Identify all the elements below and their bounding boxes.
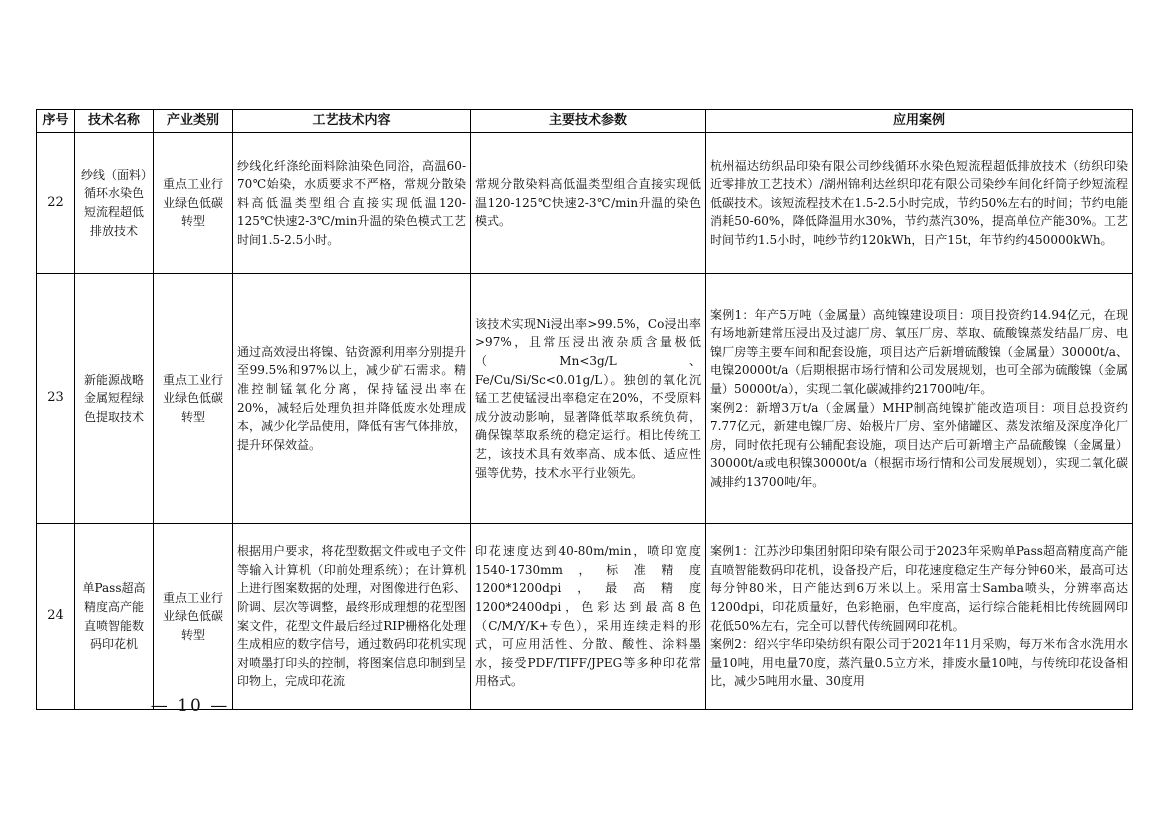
row-no: 24 [37,524,75,710]
row-cases [706,274,1133,524]
row-no: 23 [37,274,75,524]
row-params: 该技术实现Ni浸出率>99.5%，Co浸出率>97%，且常压浸出液杂质含量极低（Mn<3g/L、Fe/Cu/Si/Sc<0.01g/L）。独创的氧化沉锰工艺使锰浸出率稳定在20%，不受原料成分波动影响，显著降低萃取系统负荷，确保镍萃取系统的稳定运行。相比传统工艺，该技术具有效率高、成本低、适应性强等优势，技术水平行业领先。 [471,274,706,524]
row-process: 通过高效浸出将镍、钴资源利用率分别提升至99.5%和97%以上，减少矿石需求。精准控制锰氧化分离，保持锰浸出率在20%，减轻后处理负担并降低废水处理成本，减少化学品使用，降低有害气体排放，提升环保效益。 [233,274,471,524]
row-category: 重点工业行业绿色低碳转型 [154,524,233,710]
row-cases [706,133,1133,274]
case-text: 案例1：年产5万吨（金属量）高纯镍建设项目：项目投资约14.94亿元，在现有场地新建常压浸出及过滤厂房、氧压厂房、萃取、硫酸镍蒸发结晶厂房、电镍厂房等主要车间和配套设施，项目达产后新增硫酸镍（金属量）30000t/a、电镍20000t/a（后期根据市场行情和公司发展规划，也可全部为硫酸镍（金属量）50000t/a），实现二氧化碳减排约21700吨/年。 [710,307,1128,396]
case-text: 案例2：绍兴宇华印染纺织有限公司于2021年11月采购，每万米布含水洗用水量10吨，用电量70度，蒸汽量0.5立方米，排废水量10吨，与传统印花设备相比，减少5吨用水量、30度用 [710,637,1128,689]
case-text: 杭州福达纺织品印染有限公司纱线循环水染色短流程超低排放技术（纺织印染近零排放工艺技术）/湖州锦利达丝织印花有限公司染纱车间化纤筒子纱短流程低碳技术。该短流程技术在1.5-2.5小时完成，节约50%左右的时间；节约电能消耗50-60%，降低降温用水30%，节约蒸汽30%，提高单位产能30%。工艺时间节约1.5小时，吨纱节约120kWh，日产15t，年节约约450000kWh。 [710,158,1128,247]
row-tech-name: 新能源战略金属短程绿色提取技术 [75,274,154,524]
header-category: 产业类别 [154,110,233,133]
header-params: 主要技术参数 [471,110,706,133]
header-name: 技术名称 [75,110,154,133]
table-row [37,274,1133,524]
row-no: 22 [37,133,75,274]
row-process: 纱线化纤涤纶面料除油染色同浴，高温60-70℃始染，水质要求不严格，常规分散染料高低温类型组合直接实现低温120-125℃快速2-3℃/min升温的染色模式工艺时间1.5-2.5小时。 [233,133,471,274]
row-tech-name: 纱线（面料）循环水染色短流程超低排放技术 [75,133,154,274]
row-category: 重点工业行业绿色低碳转型 [154,133,233,274]
row-params: 常规分散染料高低温类型组合直接实现低温120-125℃快速2-3℃/min升温的染色模式。 [471,133,706,274]
row-category: 重点工业行业绿色低碳转型 [154,274,233,524]
row-process: 根据用户要求，将花型数据文件或电子文件等输入计算机（印前处理系统）；在计算机上进行图案数据的处理，对图像进行色彩、阶调、层次等调整，最终形成理想的花型图案文件，花型文件最后经过RIP栅格化处理生成相应的数字信号，通过数码印花机实现对喷墨打印头的控制，将图案信息印制到呈印物上，完成印花流 [233,524,471,710]
table-header-row [37,110,1133,133]
case-text: 案例1：江苏沙印集团射阳印染有限公司于2023年采购单Pass超高精度高产能直喷智能数码印花机，设备投产后，印花速度稳定生产每分钟60米，最高可达每分钟80米，日产能达到6万米以上。采用富士Samba喷头，分辨率高达1200dpi，印花质量好，色彩艳丽，色牢度高，运行综合能耗相比传统圆网印花低50%左右，完全可以替代传统圆网印花机。 [710,544,1128,633]
row-params: 印花速度达到40-80m/min，喷印宽度1540-1730mm，标准精度1200*1200dpi，最高精度1200*2400dpi，色彩达到最高8色（C/M/Y/K+专色），采用连续走料的形式，可应用活性、分散、酸性、涂料墨水，接受PDF/TIFF/JPEG等多种印花常用格式。 [471,524,706,710]
row-cases [706,524,1133,710]
table-row [37,133,1133,274]
technology-table [36,109,1133,710]
header-cases: 应用案例 [706,110,1133,133]
header-process: 工艺技术内容 [233,110,471,133]
case-text: 案例2：新增3万t/a（金属量）MHP制高纯镍扩能改造项目：项目总投资约7.77亿元，新建电镍厂房、始极片厂房、室外储罐区、蒸发浓缩及深度净化厂房，同时依托现有公辅配套设施，项目达产后可新增主产品硫酸镍（金属量）30000t/a或电积镍30000t/a（根据市场行情和公司发展规划），实现二氧化碳减排约13700吨/年。 [710,400,1128,489]
table-row [37,524,1133,710]
header-no: 序号 [37,110,75,133]
row-tech-name: 单Pass超高精度高产能直喷智能数码印花机 [75,524,154,710]
page-number: — 10 — [150,696,230,716]
